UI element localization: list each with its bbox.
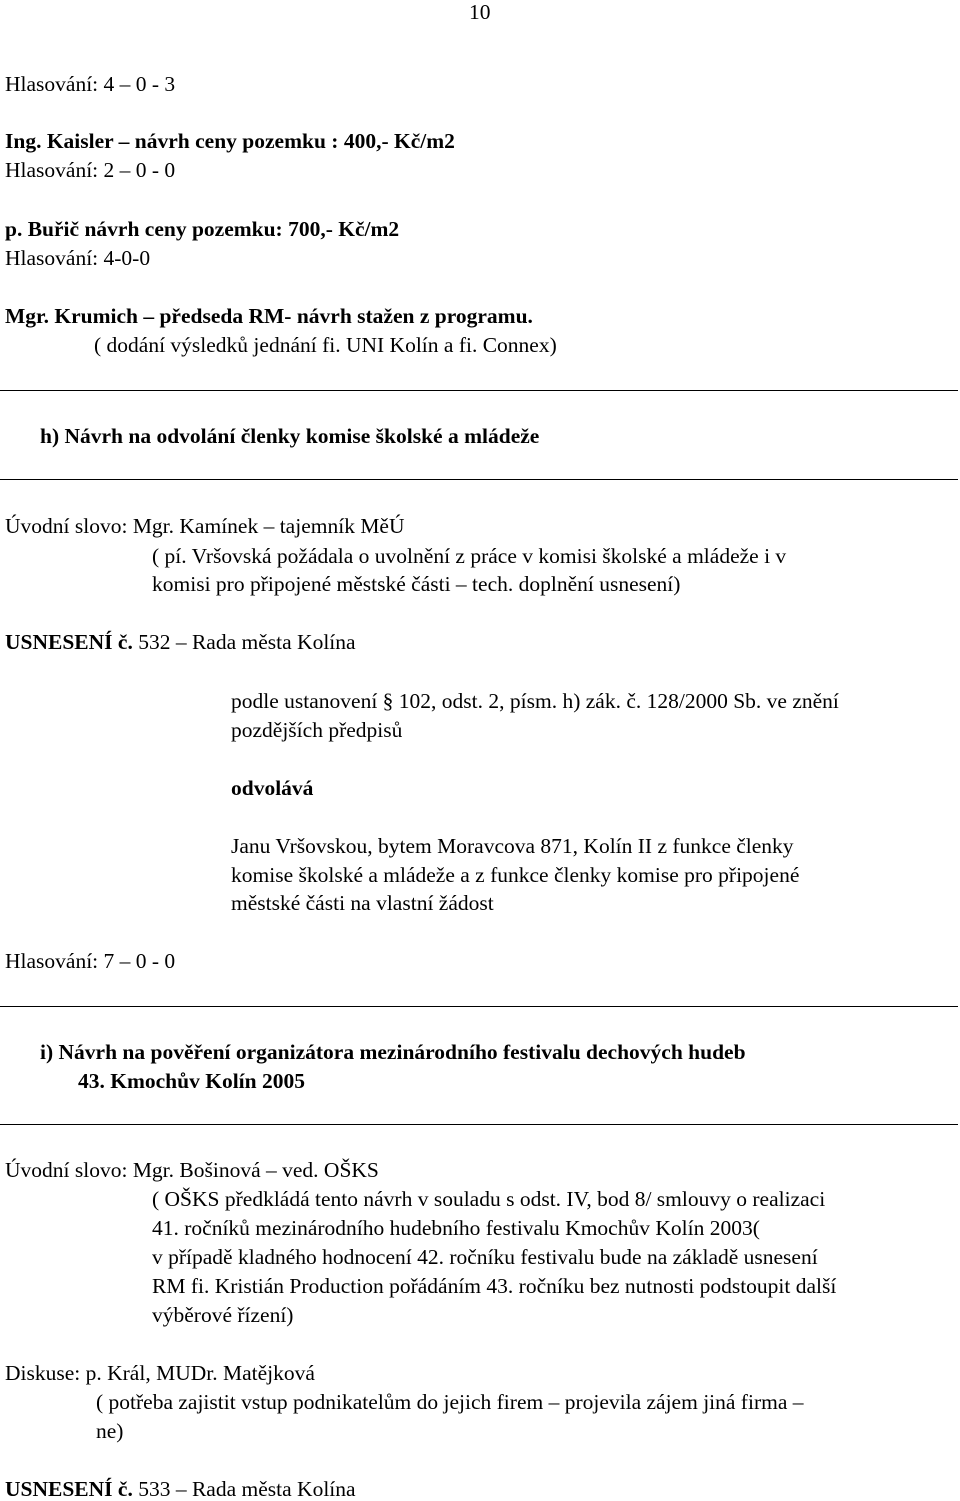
intro-note-line: komisi pro připojené městské části – tech. doplnění usnesení)	[152, 572, 681, 596]
resolution-body-line: městské části na vlastní žádost	[231, 891, 494, 915]
intro-note-line: RM fi. Kristián Production pořádáním 43. ročníku bez nutnosti podstoupit další	[152, 1274, 837, 1298]
resolution-body-line: komise školské a mládeže a z funkce členky komise pro připojené	[231, 863, 800, 887]
resolution-text: 533 – Rada města Kolína	[138, 1477, 356, 1501]
intro-note-line: 41. ročníků mezinárodního hudebního festivalu Kmochův Kolín 2003(	[152, 1216, 760, 1240]
resolution-label: USNESENÍ č.	[5, 630, 133, 654]
discussion-note-line: ne)	[96, 1419, 124, 1443]
section-divider	[0, 1006, 958, 1007]
discussion: Diskuse: p. Král, MUDr. Matějková	[5, 1361, 315, 1385]
vote-result: Hlasování: 4 – 0 - 3	[5, 72, 176, 96]
proposal-krumich-note: ( dodání výsledků jednání fi. UNI Kolín a fi. Connex)	[94, 333, 557, 357]
proposal-buric: p. Buřič návrh ceny pozemku: 700,- Kč/m2	[5, 217, 400, 241]
law-reference-line: pozdějších předpisů	[231, 718, 403, 742]
intro-speech: Úvodní slovo: Mgr. Kamínek – tajemník MěÚ	[5, 514, 405, 538]
section-i-heading-line2: 43. Kmochův Kolín 2005	[78, 1069, 305, 1093]
intro-speech: Úvodní slovo: Mgr. Bošinová – ved. OŠKS	[5, 1158, 379, 1182]
vote-result: Hlasování: 4-0-0	[5, 246, 151, 270]
resolution-body-line: Janu Vršovskou, bytem Moravcova 871, Kolín II z funkce členky	[231, 834, 794, 858]
vote-result: Hlasování: 7 – 0 - 0	[5, 949, 176, 973]
resolution-text: 532 – Rada města Kolína	[138, 630, 356, 654]
page-number: 10	[469, 0, 491, 24]
section-divider	[0, 479, 958, 480]
section-divider	[0, 1124, 958, 1125]
resolution-title	[5, 632, 356, 654]
intro-note-line: ( OŠKS předkládá tento návrh v souladu s odst. IV, bod 8/ smlouvy o realizaci	[152, 1187, 826, 1211]
section-i-heading: i) Návrh na pověření organizátora mezinárodního festivalu dechových hudeb	[40, 1040, 746, 1064]
resolution-label: USNESENÍ č.	[5, 1477, 133, 1501]
intro-note-line: výběrové řízení)	[152, 1303, 294, 1327]
proposal-kaisler: Ing. Kaisler – návrh ceny pozemku : 400,- Kč/m2	[5, 129, 455, 153]
intro-note-line: ( pí. Vršovská požádala o uvolnění z práce v komisi školské a mládeže i v	[152, 544, 787, 568]
vote-result: Hlasování: 2 – 0 - 0	[5, 158, 176, 182]
section-divider	[0, 390, 958, 391]
resolution-title	[5, 1479, 356, 1501]
proposal-krumich: Mgr. Krumich – předseda RM- návrh stažen z programu.	[5, 304, 533, 328]
law-reference-line: podle ustanovení § 102, odst. 2, písm. h) zák. č. 128/2000 Sb. ve znění	[231, 689, 839, 713]
intro-note-line: v případě kladného hodnocení 42. ročníku festivalu bude na základě usnesení	[152, 1245, 818, 1269]
discussion-note-line: ( potřeba zajistit vstup podnikatelům do jejich firem – projevila zájem jiná firma –	[96, 1390, 804, 1414]
section-h-heading: h) Návrh na odvolání členky komise školské a mládeže	[40, 424, 540, 448]
resolution-verb: odvolává	[231, 776, 314, 800]
